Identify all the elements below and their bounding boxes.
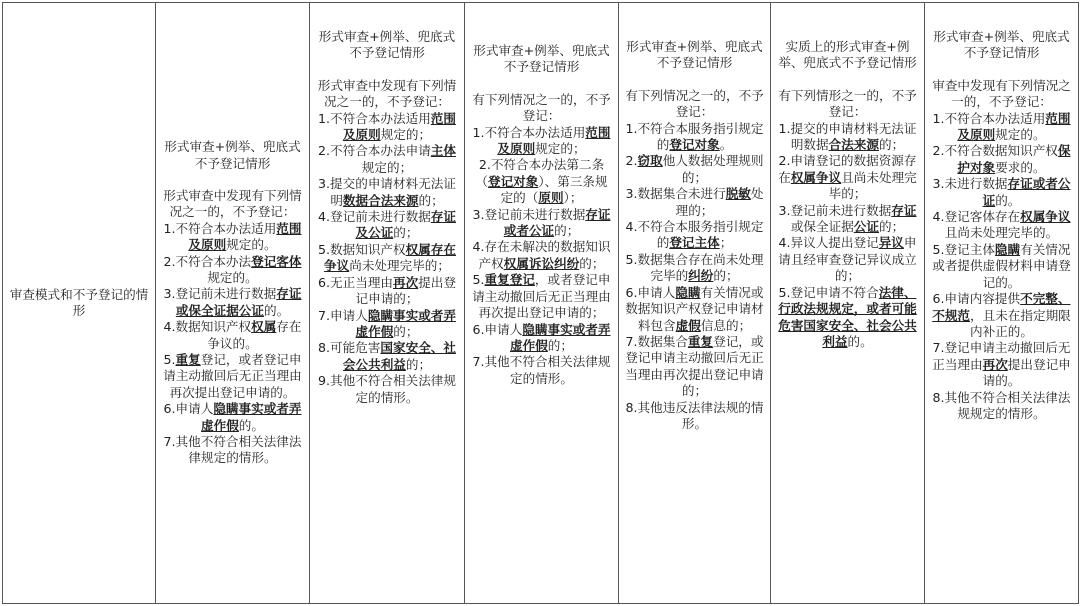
list-item	[162, 254, 303, 287]
item-text: 登记，或者登记申请主动撤回后无正当理由再次提出登记申请的。	[163, 352, 302, 400]
table-cell	[465, 3, 619, 604]
item-text: 2.申请登记的数据资源存在	[778, 153, 917, 185]
item-text: 4.数据知识产权	[163, 319, 252, 335]
intro-text: 有下列情况之一的，不予登记：	[625, 87, 764, 120]
key-term: 存证或保全证据公证	[175, 286, 302, 318]
item-text: ）、第三条规定的（	[500, 173, 608, 206]
list-item	[777, 235, 918, 284]
key-term: 隐瞒事实或者弄虚作假	[201, 401, 302, 433]
item-text: 的；	[547, 337, 573, 353]
item-text: 的。	[995, 192, 1021, 208]
item-text: 且尚未处理完毕的；	[828, 169, 917, 202]
item-text: 7.申请人	[318, 307, 368, 323]
item-text: 的。	[263, 302, 290, 318]
item-text: 。	[719, 137, 733, 153]
key-term: 登记客体	[251, 253, 302, 269]
key-term: 法律、行政法规规定，或者可能危害国家安全、社会公共利益	[778, 284, 917, 349]
key-term: 登记主体	[669, 235, 720, 251]
key-term: 存证或者公证	[503, 206, 611, 239]
key-term: 重复登记	[484, 272, 535, 288]
item-text: 且尚未处理完毕的。	[944, 225, 1059, 241]
item-text: 1.不符合本办法适用	[932, 110, 1046, 126]
intro-text: 有下列情形之一的，不予登记：	[778, 87, 917, 120]
key-term: 公证	[853, 219, 879, 235]
list-item	[931, 340, 1072, 389]
key-term: 保护对象	[957, 143, 1071, 175]
item-text: 1.不符合本服务指引规定的	[625, 120, 764, 153]
item-text: 1.提交的申请材料无法证明数据	[778, 120, 917, 153]
item-text: 有关情况或数据知识产权登记申请材料包含	[625, 284, 764, 333]
item-text: 或保全证据	[790, 219, 854, 235]
list-item	[931, 143, 1072, 176]
key-term: 合法来源	[828, 137, 879, 153]
list-item	[316, 143, 458, 176]
key-term: 权属争议	[790, 169, 842, 185]
column-heading: 形式审查+例举、兜底式不予登记情形	[473, 43, 610, 75]
item-text: 规定的；	[361, 159, 413, 175]
table-cell	[619, 3, 771, 604]
item-text: ）；	[563, 190, 583, 206]
item-text: 6.申请人	[625, 284, 676, 300]
table-cell	[156, 3, 310, 604]
item-text: 8.其他违反法律法规的情形。	[625, 399, 764, 431]
item-text: 7.数据集合	[625, 333, 688, 349]
item-text: 9.其他不符合相关法律规定的情形。	[318, 373, 456, 405]
item-text: 4.不符合本服务指引规定的	[625, 219, 764, 251]
key-term: 登记对象	[669, 137, 720, 153]
list-item	[625, 400, 764, 433]
key-term: 范围及原则	[188, 220, 302, 253]
item-text: 2.不符合本办法申请	[318, 143, 431, 159]
intro-text: 有下列情况之一的，不予登记：	[472, 91, 611, 124]
item-text: 尚未处理完毕的；	[349, 258, 450, 274]
key-term: 异议	[878, 235, 904, 251]
table-row	[3, 3, 1079, 604]
item-text: 提出登记申请的。	[982, 356, 1071, 389]
list-item	[625, 121, 764, 154]
item-text: 的。	[238, 417, 264, 433]
key-term: 脱敏	[725, 186, 751, 202]
item-text: 6.申请人	[163, 401, 214, 417]
item-text: 的；	[878, 137, 905, 153]
item-text: 的；	[878, 219, 905, 235]
item-text: 规定的。	[995, 127, 1046, 143]
key-term: 登记对象	[487, 173, 539, 189]
item-text: ，且未在指定期限内补正的。	[970, 307, 1071, 339]
list-item	[162, 352, 303, 401]
item-text: 3.登记前未进行数据	[472, 206, 586, 222]
intro-text: 形式审查中发现有下列情况之一的，不予登记：	[317, 77, 457, 110]
item-text: 的；	[418, 192, 444, 208]
list-item	[777, 121, 918, 154]
item-text: 6.申请人	[472, 321, 523, 337]
key-term: 隐瞒事实或者弄虚作假	[355, 307, 456, 339]
item-text: 2.	[625, 153, 638, 169]
item-text: 2.不符合本办法第二条（	[475, 157, 605, 189]
item-text: 的。	[847, 333, 873, 349]
list-item	[471, 322, 612, 355]
key-term: 纠纷	[688, 268, 714, 284]
item-text: 的；	[393, 323, 419, 339]
item-text: 5.	[472, 272, 485, 288]
list-item	[931, 242, 1072, 291]
key-term: 隐瞒	[675, 284, 701, 300]
item-text: 的；	[579, 255, 605, 271]
item-text: 提出登记申请的；	[355, 274, 456, 307]
list-item	[471, 157, 612, 206]
list-item	[316, 308, 458, 341]
item-text: 7.登记申请主动撤回后无正当理由	[932, 340, 1071, 372]
list-item	[471, 207, 612, 240]
item-text: ，或者登记申请主动撤回后无正当理由再次提出登记申请的；	[472, 272, 611, 321]
key-term: 重复	[175, 352, 201, 368]
item-text: 的；	[554, 223, 580, 239]
item-text: 4.登记客体存在	[932, 209, 1021, 225]
item-text: 5.	[163, 352, 176, 368]
list-item	[316, 242, 458, 275]
key-term: 主体	[430, 143, 456, 159]
item-text: 规定的。	[226, 237, 277, 253]
table-cell	[771, 3, 925, 604]
item-text: 2.不符合数据知识产权	[932, 143, 1058, 159]
item-text: 7.其他不符合相关法律规定的情形。	[472, 354, 611, 386]
key-term: 隐瞒事实或者弄虚作假	[510, 321, 611, 353]
table-cell	[925, 3, 1079, 604]
list-item	[162, 434, 303, 467]
intro-text: 形式审查中发现有下列情况之一的，不予登记：	[163, 187, 302, 220]
key-term: 存证或者公证	[982, 176, 1071, 208]
item-text: 信息的；	[700, 317, 752, 333]
item-text: 的；	[393, 225, 419, 241]
list-item	[777, 203, 918, 236]
item-text: 存在争议的。	[207, 319, 302, 351]
item-text: 3.未进行数据	[932, 176, 1008, 192]
intro-text: 审查中发现有下列情况之一的，不予登记：	[932, 77, 1071, 110]
list-item	[316, 209, 458, 242]
item-text: 处理的；	[675, 186, 764, 218]
item-text: 1.不符合本办法适用	[318, 110, 431, 126]
item-text: 3.登记前未进行数据	[163, 286, 277, 302]
column-heading: 形式审查+例举、兜底式不予登记情形	[164, 139, 301, 171]
item-text: 7.其他不符合相关法律法律规定的情形。	[163, 434, 302, 466]
item-text: 2.不符合本办法	[163, 253, 252, 269]
list-item	[316, 111, 458, 144]
list-item	[162, 319, 303, 352]
list-item	[625, 186, 764, 219]
list-item	[162, 221, 303, 254]
list-item	[471, 272, 612, 321]
list-item	[162, 286, 303, 319]
key-term: 范围及原则	[957, 110, 1071, 143]
item-text: 规定的；	[380, 127, 432, 143]
item-text: 登记，或登记申请主动撤回后无正当理由再次提出登记申请的；	[625, 333, 764, 399]
list-item	[316, 340, 458, 373]
key-term: 再次	[982, 356, 1008, 372]
key-term: 重复	[687, 333, 714, 349]
key-term: 窃取	[637, 153, 663, 169]
item-text: 4.异议人提出登记	[778, 235, 879, 251]
list-item	[316, 275, 458, 308]
list-item	[931, 176, 1072, 209]
list-item	[316, 373, 458, 406]
row-header: 审查模式和不予登记的情形	[9, 286, 149, 318]
item-text: 6.无正当理由	[318, 274, 394, 290]
item-text: 1.不符合本办法适用	[472, 124, 586, 140]
item-text: 有关情况或者提供虚假材料申请登记的。	[932, 241, 1071, 290]
item-text: 8.其他不符合相关法律法规规定的情形。	[932, 389, 1071, 421]
column-heading: 形式审查+例举、兜底式不予登记情形	[626, 39, 763, 71]
list-item	[931, 111, 1072, 144]
item-text: 他人数据处理规则的；	[662, 153, 764, 185]
item-text: 规定的；	[535, 141, 586, 157]
column-heading: 形式审查+例举、兜底式不予登记情形	[318, 29, 456, 61]
item-text: ；	[719, 235, 733, 251]
item-text: 5.数据知识产权	[318, 241, 406, 257]
key-term: 存证及公证	[355, 209, 456, 241]
key-term: 权属	[251, 319, 277, 335]
item-text: 3.登记前未进行数据	[778, 202, 892, 218]
item-text: 5.数据集合存在尚未处理完毕的	[625, 251, 764, 284]
list-item	[931, 390, 1072, 423]
item-text: 5.登记申请不符合	[778, 284, 879, 300]
row-header-cell	[3, 3, 156, 604]
item-text: 要求的。	[995, 159, 1046, 175]
key-term: 数据合法来源	[342, 192, 419, 208]
comparison-table	[2, 2, 1079, 604]
key-term: 再次	[393, 274, 419, 290]
key-term: 范围及原则	[342, 110, 456, 143]
key-term: 存证	[891, 202, 917, 218]
key-term: 不完整、不规范	[932, 291, 1071, 323]
table-cell	[310, 3, 465, 604]
list-item	[316, 176, 458, 209]
item-text: 6.申请内容提供	[932, 291, 1021, 307]
key-term: 原则	[538, 190, 564, 206]
item-text: 申请且经审查登记异议成立的；	[778, 235, 917, 284]
item-text: 3.数据集合未进行	[625, 186, 726, 202]
item-text: 的；	[405, 356, 432, 372]
item-text: 规定的。	[207, 269, 258, 285]
item-text: 1.不符合本办法适用	[163, 220, 277, 236]
key-term: 权属争议	[1020, 209, 1071, 225]
column-heading: 实质上的形式审查+例举、兜底式不予登记情形	[778, 39, 917, 71]
key-term: 虚假	[675, 317, 701, 333]
list-item	[471, 125, 612, 158]
list-item	[931, 209, 1072, 242]
item-text: 5.登记主体	[932, 241, 995, 257]
list-item	[625, 334, 764, 400]
key-term: 权属存在争议	[324, 241, 456, 274]
list-item	[777, 285, 918, 351]
list-item	[625, 285, 764, 334]
list-item	[625, 219, 764, 252]
key-term: 权属诉讼纠纷	[503, 255, 580, 271]
list-item	[625, 252, 764, 285]
item-text: 4.存在未解决的数据知识产权	[472, 239, 611, 271]
column-heading: 形式审查+例举、兜底式不予登记情形	[933, 29, 1070, 61]
list-item	[162, 401, 303, 434]
item-text: 的；	[713, 268, 739, 284]
list-item	[471, 239, 612, 272]
list-item	[625, 153, 764, 186]
item-text: 4.登记前未进行数据	[318, 209, 431, 225]
list-item	[931, 291, 1072, 340]
list-item	[471, 354, 612, 387]
item-text: 8.可能危害	[318, 340, 381, 356]
key-term: 范围及原则	[497, 124, 611, 157]
list-item	[777, 153, 918, 202]
key-term: 隐瞒	[994, 241, 1021, 257]
key-term: 国家安全、社会公共利益	[342, 340, 456, 372]
item-text: 3.提交的申请材料无法证明	[318, 176, 456, 208]
